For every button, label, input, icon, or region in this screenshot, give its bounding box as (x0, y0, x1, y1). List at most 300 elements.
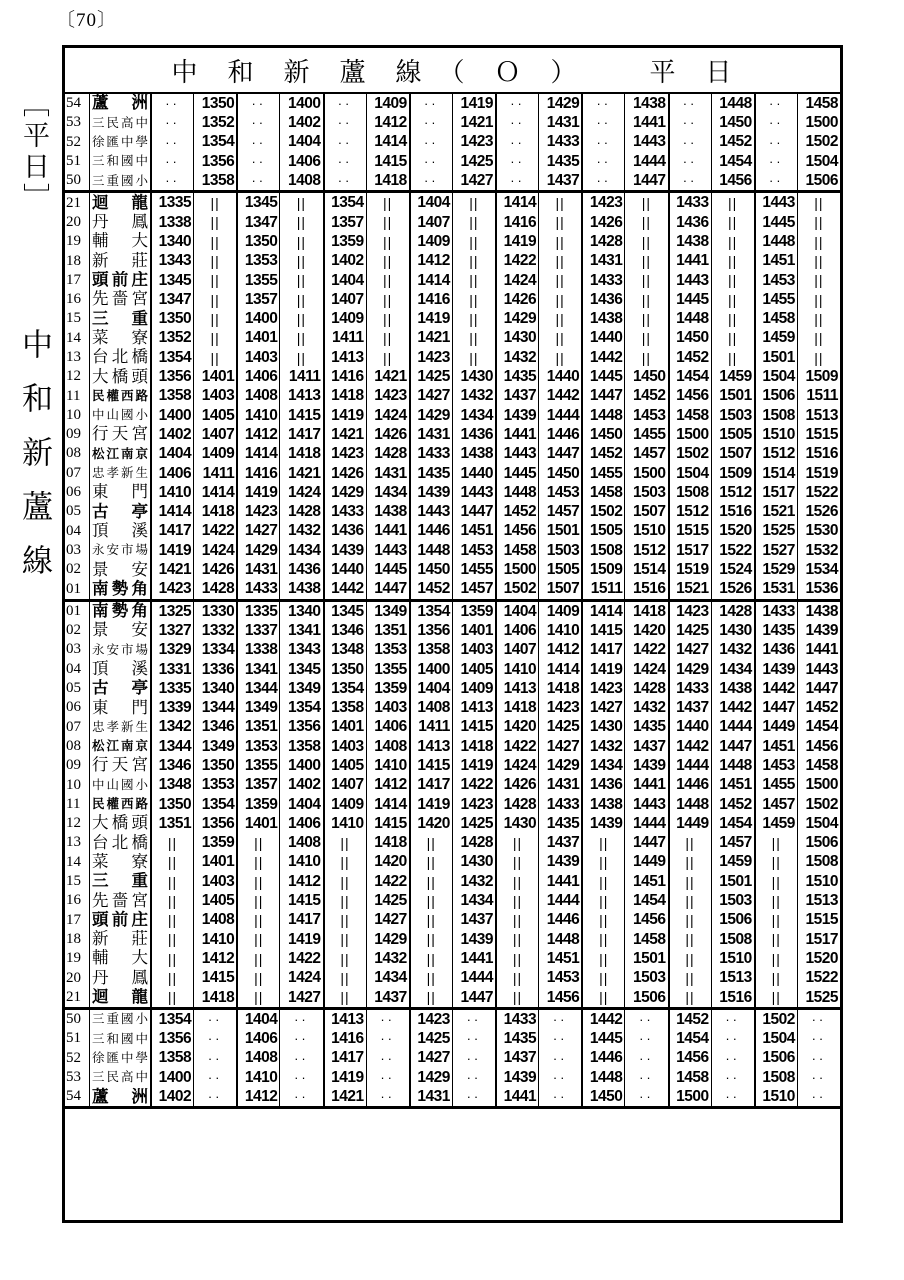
no-service-mark: ·· (409, 133, 452, 152)
time-cell: 1352 (193, 113, 236, 132)
no-service-mark: ·· (409, 94, 452, 113)
no-service-mark: ·· (236, 152, 279, 171)
station-name-char: 橋 (111, 367, 129, 386)
time-cell: 1444 (624, 152, 667, 171)
time-cell: 1529 (754, 560, 797, 579)
time-cell: 1433 (581, 271, 624, 290)
no-service-mark: ·· (452, 1068, 495, 1087)
station-name-char: 三 (92, 309, 109, 328)
time-cell: 1510 (797, 872, 840, 891)
pass-through-mark: || (409, 891, 452, 910)
time-cell: 1501 (754, 348, 797, 367)
no-service-mark: ·· (323, 152, 366, 171)
time-cell: 1400 (150, 406, 193, 425)
time-cell: 1419 (236, 483, 279, 502)
time-cell: 1418 (495, 698, 538, 717)
table-row (65, 795, 840, 814)
time-cell: 1448 (409, 541, 452, 560)
station-name-char: 高 (120, 1070, 134, 1085)
time-cell: 1434 (452, 891, 495, 910)
time-cell: 1443 (409, 502, 452, 521)
pass-through-mark: || (538, 193, 581, 212)
station-number: 50 (66, 1011, 81, 1028)
table-row (65, 833, 840, 852)
time-cell: 1345 (236, 193, 279, 212)
station-name-char: 寮 (131, 328, 148, 347)
time-cell: 1402 (323, 251, 366, 270)
time-cell: 1411 (279, 367, 322, 386)
pass-through-mark: || (754, 988, 797, 1007)
pass-through-mark: || (797, 290, 840, 309)
station-name-char: 山 (106, 408, 119, 423)
time-cell: 1410 (366, 756, 409, 775)
station-name (89, 213, 150, 232)
time-cell: 1517 (797, 930, 840, 949)
time-cell: 1406 (279, 814, 322, 833)
table-row (65, 1029, 840, 1048)
time-cell: 1423 (581, 679, 624, 698)
time-cell: 1445 (366, 560, 409, 579)
time-cell: 1408 (279, 833, 322, 852)
pass-through-mark: || (236, 968, 279, 987)
station-number: 04 (66, 660, 81, 677)
station-name-char: 生 (135, 466, 148, 481)
pass-through-mark: || (754, 853, 797, 872)
time-cell: 1506 (797, 833, 840, 852)
station-block-luzhou-branch-departures (65, 1007, 840, 1106)
time-cell: 1449 (668, 814, 711, 833)
time-cell: 1406 (236, 1029, 279, 1048)
time-cell: 1358 (323, 698, 366, 717)
time-cell: 1433 (538, 133, 581, 152)
station-number: 52 (66, 133, 81, 150)
no-service-mark: ·· (754, 133, 797, 152)
time-cell: 1521 (668, 579, 711, 598)
station-number: 03 (66, 541, 81, 558)
time-cell: 1412 (236, 425, 279, 444)
time-cell: 1428 (193, 579, 236, 598)
time-cell: 1359 (323, 232, 366, 251)
time-cell: 1441 (668, 251, 711, 270)
time-cell: 1450 (538, 464, 581, 483)
table-row (65, 329, 840, 348)
station-name-char: 勢 (111, 602, 129, 621)
time-cell: 1432 (624, 698, 667, 717)
station-name-char: 龍 (131, 988, 148, 1007)
time-cell: 1422 (366, 872, 409, 891)
time-cell: 1457 (538, 502, 581, 521)
station-name (89, 679, 150, 698)
time-cell: 1412 (279, 872, 322, 891)
time-cell: 1508 (754, 1068, 797, 1087)
time-cell: 1421 (150, 560, 193, 579)
time-cell: 1401 (193, 367, 236, 386)
station-number: 15 (66, 310, 81, 327)
time-cell: 1452 (711, 133, 754, 152)
time-cell: 1354 (279, 698, 322, 717)
time-cell: 1443 (797, 660, 840, 679)
pass-through-mark: || (754, 930, 797, 949)
time-cell: 1446 (538, 425, 581, 444)
no-service-mark: ·· (797, 1049, 840, 1068)
station-number: 09 (66, 757, 81, 774)
pass-through-mark: || (797, 271, 840, 290)
time-cell: 1432 (495, 348, 538, 367)
time-cell: 1458 (797, 94, 840, 113)
pass-through-mark: || (581, 968, 624, 987)
time-cell: 1444 (624, 814, 667, 833)
time-cell: 1438 (668, 232, 711, 251)
time-cell: 1452 (581, 444, 624, 463)
table-row (65, 309, 840, 328)
station-name-char: 頭 (92, 910, 109, 929)
station-name (89, 329, 150, 348)
station-name-char: 先 (92, 290, 109, 309)
time-cell: 1346 (323, 621, 366, 640)
station-name (89, 833, 150, 852)
time-cell: 1439 (452, 930, 495, 949)
time-cell: 1448 (668, 309, 711, 328)
time-cell: 1415 (366, 814, 409, 833)
pass-through-mark: || (279, 213, 322, 232)
time-cell: 1500 (797, 113, 840, 132)
pass-through-mark: || (193, 348, 236, 367)
time-cell: 1351 (150, 814, 193, 833)
time-cell: 1355 (236, 756, 279, 775)
pass-through-mark: || (711, 271, 754, 290)
time-cell: 1420 (495, 718, 538, 737)
station-name-char: 國 (120, 777, 134, 792)
time-cell: 1433 (323, 502, 366, 521)
pass-through-mark: || (366, 309, 409, 328)
no-service-mark: ·· (668, 113, 711, 132)
pass-through-mark: || (150, 891, 193, 910)
time-cell: 1455 (581, 464, 624, 483)
time-cell: 1359 (193, 833, 236, 852)
time-cell: 1422 (452, 775, 495, 794)
time-cell: 1438 (366, 502, 409, 521)
station-name (89, 949, 150, 968)
table-row (65, 502, 840, 521)
time-cell: 1428 (624, 679, 667, 698)
time-cell: 1452 (797, 698, 840, 717)
time-cell: 1437 (538, 833, 581, 852)
pass-through-mark: || (581, 891, 624, 910)
station-name-char: 中 (120, 1050, 134, 1065)
station-number: 21 (66, 988, 81, 1005)
time-cell: 1447 (452, 502, 495, 521)
time-cell: 1510 (754, 1087, 797, 1106)
station-name (89, 968, 150, 987)
table-row (65, 232, 840, 251)
time-cell: 1451 (754, 251, 797, 270)
time-cell: 1435 (624, 718, 667, 737)
pass-through-mark: || (366, 213, 409, 232)
time-cell: 1526 (711, 579, 754, 598)
station-name-char: 古 (92, 502, 109, 521)
timetable-grid (65, 94, 840, 1109)
time-cell: 1404 (279, 795, 322, 814)
time-cell: 1400 (279, 756, 322, 775)
time-cell: 1508 (711, 930, 754, 949)
time-cell: 1435 (495, 1029, 538, 1048)
station-number: 06 (66, 484, 81, 501)
time-cell: 1414 (236, 444, 279, 463)
time-cell: 1414 (409, 271, 452, 290)
no-service-mark: ·· (150, 171, 193, 190)
time-cell: 1457 (624, 444, 667, 463)
time-cell: 1427 (236, 522, 279, 541)
time-cell: 1427 (668, 640, 711, 659)
time-cell: 1513 (797, 406, 840, 425)
time-cell: 1354 (193, 133, 236, 152)
time-cell: 1454 (668, 1029, 711, 1048)
time-cell: 1414 (538, 660, 581, 679)
time-cell: 1439 (409, 483, 452, 502)
station-name (89, 988, 150, 1007)
time-cell: 1349 (193, 737, 236, 756)
station-name-char: 輔 (92, 949, 109, 968)
time-cell: 1446 (581, 1049, 624, 1068)
station-name-char: 亭 (131, 679, 148, 698)
station-name (89, 930, 150, 949)
time-cell: 1427 (279, 988, 322, 1007)
time-cell: 1526 (797, 502, 840, 521)
time-cell: 1421 (323, 425, 366, 444)
time-cell: 1441 (366, 522, 409, 541)
station-name-char: 江 (106, 739, 119, 754)
time-cell: 1327 (150, 621, 193, 640)
time-cell: 1439 (581, 814, 624, 833)
time-cell: 1431 (409, 425, 452, 444)
time-cell: 1420 (409, 814, 452, 833)
time-cell: 1352 (150, 329, 193, 348)
station-name-char: 古 (92, 679, 109, 698)
time-cell: 1502 (797, 795, 840, 814)
station-number: 18 (66, 930, 81, 947)
time-cell: 1423 (409, 348, 452, 367)
time-cell: 1358 (279, 737, 322, 756)
time-cell: 1417 (323, 1049, 366, 1068)
time-cell: 1430 (452, 367, 495, 386)
station-name-char: 西 (120, 388, 134, 403)
time-cell: 1509 (711, 464, 754, 483)
station-name (89, 698, 150, 717)
pass-through-mark: || (409, 968, 452, 987)
station-number: 08 (66, 737, 81, 754)
time-cell: 1423 (366, 386, 409, 405)
time-cell: 1406 (366, 718, 409, 737)
time-cell: 1451 (624, 872, 667, 891)
pass-through-mark: || (495, 968, 538, 987)
time-cell: 1513 (797, 891, 840, 910)
table-row (65, 251, 840, 270)
station-name-char: 中 (135, 115, 148, 130)
station-name (89, 232, 150, 251)
table-row (65, 271, 840, 290)
time-cell: 1500 (668, 425, 711, 444)
time-cell: 1437 (366, 988, 409, 1007)
time-cell: 1517 (754, 483, 797, 502)
no-service-mark: ·· (366, 1087, 409, 1106)
pass-through-mark: || (624, 348, 667, 367)
time-cell: 1452 (495, 502, 538, 521)
time-cell: 1442 (581, 1010, 624, 1029)
time-cell: 1358 (150, 386, 193, 405)
time-cell: 1502 (754, 1010, 797, 1029)
station-number: 15 (66, 873, 81, 890)
time-cell: 1411 (409, 718, 452, 737)
time-cell: 1411 (193, 464, 236, 483)
time-cell: 1414 (193, 483, 236, 502)
pass-through-mark: || (279, 348, 322, 367)
station-name-char: 和 (106, 154, 119, 169)
time-cell: 1429 (538, 94, 581, 113)
table-row (65, 660, 840, 679)
time-cell: 1443 (624, 133, 667, 152)
time-cell: 1402 (279, 775, 322, 794)
time-cell: 1500 (668, 1087, 711, 1106)
station-name (89, 290, 150, 309)
station-name-char: 丹 (92, 968, 109, 987)
time-cell: 1453 (754, 756, 797, 775)
time-cell: 1438 (797, 602, 840, 621)
time-cell: 1502 (797, 133, 840, 152)
time-cell: 1524 (711, 560, 754, 579)
time-cell: 1442 (668, 737, 711, 756)
table-row (65, 193, 840, 212)
station-name (89, 814, 150, 833)
time-cell: 1355 (366, 660, 409, 679)
time-cell: 1505 (581, 522, 624, 541)
station-number: 17 (66, 271, 81, 288)
station-name (89, 910, 150, 929)
time-cell: 1507 (711, 444, 754, 463)
station-number: 10 (66, 406, 81, 423)
no-service-mark: ·· (711, 1087, 754, 1106)
time-cell: 1439 (495, 406, 538, 425)
pass-through-mark: || (323, 853, 366, 872)
pass-through-mark: || (452, 193, 495, 212)
pass-through-mark: || (624, 251, 667, 270)
time-cell: 1419 (279, 930, 322, 949)
time-cell: 1413 (323, 348, 366, 367)
station-name-char: 角 (131, 602, 148, 621)
time-cell: 1456 (538, 988, 581, 1007)
time-cell: 1356 (193, 814, 236, 833)
station-name-char: 前 (111, 910, 129, 929)
time-cell: 1402 (150, 425, 193, 444)
station-number: 17 (66, 911, 81, 928)
time-cell: 1446 (538, 910, 581, 929)
time-cell: 1414 (495, 193, 538, 212)
time-cell: 1513 (711, 968, 754, 987)
no-service-mark: ·· (409, 171, 452, 190)
time-cell: 1424 (279, 483, 322, 502)
station-name-char: 庄 (131, 910, 148, 929)
time-cell: 1454 (624, 891, 667, 910)
table-row (65, 579, 840, 598)
time-cell: 1353 (193, 775, 236, 794)
time-cell: 1405 (193, 406, 236, 425)
no-service-mark: ·· (452, 1010, 495, 1029)
no-service-mark: ·· (711, 1010, 754, 1029)
time-cell: 1449 (624, 853, 667, 872)
pass-through-mark: || (711, 251, 754, 270)
pass-through-mark: || (624, 213, 667, 232)
time-cell: 1430 (495, 814, 538, 833)
table-row (65, 775, 840, 794)
station-name-char: 高 (120, 115, 134, 130)
time-cell: 1448 (711, 756, 754, 775)
time-cell: 1514 (754, 464, 797, 483)
time-cell: 1445 (581, 1029, 624, 1048)
station-name (89, 171, 150, 190)
time-cell: 1506 (797, 171, 840, 190)
station-name-char: 小 (135, 1012, 148, 1027)
time-cell: 1358 (193, 171, 236, 190)
time-cell: 1441 (495, 1087, 538, 1106)
time-cell: 1433 (409, 444, 452, 463)
time-cell: 1428 (495, 795, 538, 814)
time-cell: 1459 (754, 814, 797, 833)
pass-through-mark: || (323, 949, 366, 968)
time-cell: 1403 (452, 640, 495, 659)
time-cell: 1515 (797, 425, 840, 444)
time-cell: 1345 (323, 602, 366, 621)
station-name (89, 621, 150, 640)
pass-through-mark: || (711, 232, 754, 251)
time-cell: 1419 (409, 795, 452, 814)
time-cell: 1412 (366, 113, 409, 132)
table-row (65, 133, 840, 152)
time-cell: 1423 (538, 698, 581, 717)
pass-through-mark: || (624, 329, 667, 348)
pass-through-mark: || (366, 329, 409, 348)
pass-through-mark: || (366, 251, 409, 270)
table-row (65, 522, 840, 541)
station-name-char: 頂 (92, 660, 109, 678)
time-cell: 1430 (495, 329, 538, 348)
time-cell: 1519 (797, 464, 840, 483)
time-cell: 1413 (452, 698, 495, 717)
time-cell: 1459 (711, 367, 754, 386)
time-cell: 1407 (323, 775, 366, 794)
time-cell: 1410 (323, 814, 366, 833)
time-cell: 1438 (452, 444, 495, 463)
time-cell: 1419 (323, 1068, 366, 1087)
time-cell: 1410 (538, 621, 581, 640)
time-cell: 1504 (797, 152, 840, 171)
pass-through-mark: || (754, 968, 797, 987)
station-name (89, 113, 150, 132)
station-name-char: 重 (131, 309, 148, 328)
station-name-char: 角 (131, 579, 148, 598)
station-name-char: 生 (135, 719, 148, 734)
station-name-char: 宮 (131, 290, 148, 309)
time-cell: 1458 (495, 541, 538, 560)
table-row (65, 1068, 840, 1087)
time-cell: 1404 (495, 602, 538, 621)
pass-through-mark: || (452, 348, 495, 367)
station-number: 02 (66, 622, 81, 639)
station-name-char: 鳳 (131, 968, 148, 987)
station-name-char: 橋 (111, 814, 129, 833)
time-cell: 1350 (323, 660, 366, 679)
time-cell: 1350 (193, 756, 236, 775)
time-cell: 1408 (366, 737, 409, 756)
time-cell: 1507 (624, 502, 667, 521)
